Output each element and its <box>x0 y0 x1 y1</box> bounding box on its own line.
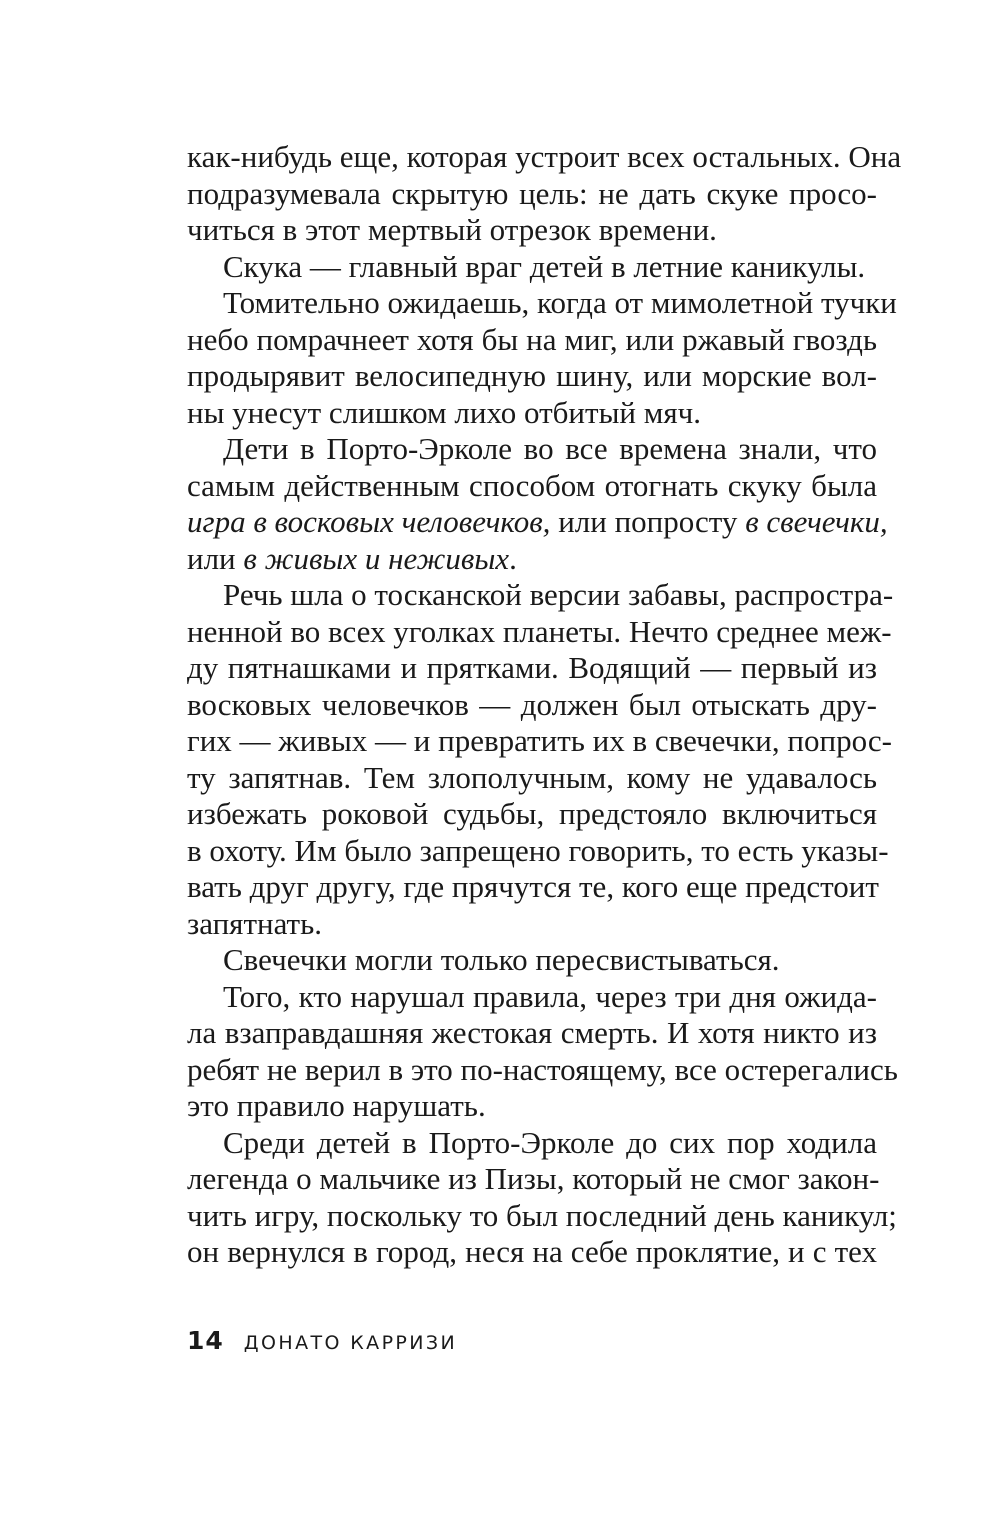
text-line: Того, кто нарушал правила, через три дня ожида- <box>223 978 877 1014</box>
italic-phrase: игра в восковых человечков, <box>187 504 551 539</box>
text-run: или попросту <box>550 504 746 539</box>
text-line: подразумевала скрытую цель: не дать скуке просо- <box>187 175 877 211</box>
text-line: восковых человечков — должен был отыскать дру- <box>187 686 877 722</box>
italic-phrase: в свечечки, <box>745 504 888 539</box>
page-number: 14 <box>187 1326 224 1355</box>
paragraph <box>187 1124 897 1271</box>
running-footer-author: ДОНАТО КАРРИЗИ <box>243 1332 458 1354</box>
text-line: ду пятнашками и прятками. Водящий — первый из <box>187 650 877 685</box>
text-line: это правило нарушать. <box>187 1088 486 1123</box>
text-line: гих — живых — и превратить их в свечечки, попрос- <box>187 723 892 758</box>
paragraph <box>187 431 888 577</box>
text-line: чить игру, поскольку то был последний день каникул; <box>187 1197 897 1233</box>
text-line: он вернулся в город, неся на себе проклятие, и с тех <box>187 1234 877 1269</box>
paragraph <box>187 577 894 942</box>
text-line: Дети в Порто-Эрколе во все времена знали, что <box>223 431 877 466</box>
text-line: Свечечки могли только пересвистываться. <box>223 942 780 977</box>
text-line: ны унесут слишком лихо отбитый мяч. <box>187 394 701 430</box>
text-line: Среди детей в Порто-Эрколе до сих пор ходила <box>223 1124 877 1160</box>
paragraph <box>187 139 902 249</box>
text-line <box>187 541 877 578</box>
text-line: ла взаправдашняя жестокая смерть. И хотя никто из <box>187 1015 877 1050</box>
text-line: вать друг другу, где прячутся те, кого еще предстоит <box>187 869 879 904</box>
text-line: ребят не верил в это по-настоящему, все остерегались <box>187 1051 898 1087</box>
paragraph <box>187 978 898 1125</box>
text-line: избежать роковой судьбы, предстояло включиться <box>187 796 877 831</box>
text-line <box>187 504 888 541</box>
text-line: ненной во всех уголках планеты. Нечто среднее меж- <box>187 613 892 649</box>
paragraph <box>187 942 877 979</box>
text-line: продырявит велосипедную шину, или морские вол- <box>187 358 877 393</box>
text-line: Томительно ожидаешь, когда от мимолетной тучки <box>223 285 897 320</box>
text-line: самым действенным способом отогнать скуку была <box>187 467 877 503</box>
text-line: Речь шла о тосканской версии забавы, распростра- <box>223 577 894 612</box>
text-line: в охоту. Им было запрещено говорить, то есть указы- <box>187 832 889 868</box>
page-footer <box>187 1326 457 1356</box>
text-line: легенда о мальчике из Пизы, который не смог закон- <box>187 1161 880 1196</box>
text-line: Скука — главный враг детей в летние каникулы. <box>223 248 866 284</box>
text-run: . <box>509 540 517 576</box>
text-line: небо помрачнеет хотя бы на миг, или ржавый гвоздь <box>187 321 877 357</box>
text-line: ту запятнав. Тем злополучным, кому не удавалось <box>187 759 877 795</box>
body-text <box>187 139 902 1271</box>
italic-phrase: в живых и неживых <box>243 540 510 576</box>
text-run: или <box>187 540 244 576</box>
paragraph <box>187 285 897 431</box>
paragraph <box>187 249 877 286</box>
text-line: как-нибудь еще, которая устроит всех остальных. Она <box>187 139 902 174</box>
text-line: запятнать. <box>187 905 322 941</box>
text-line: читься в этот мертвый отрезок времени. <box>187 212 717 247</box>
